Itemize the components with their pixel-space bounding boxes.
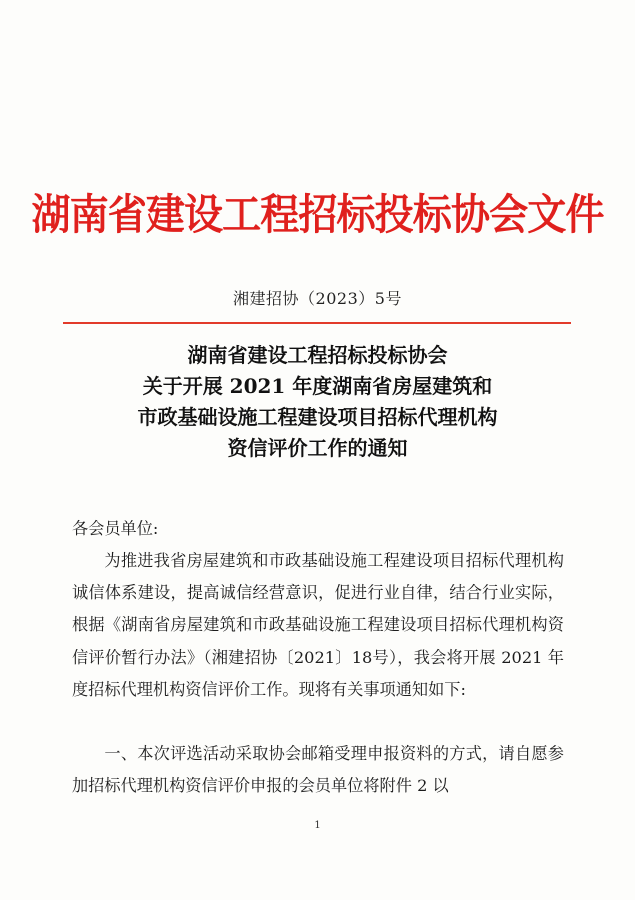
title-line-3: 市政基础设施工程建设项目招标代理机构 [137,405,498,429]
organization-header: 湖南省建设工程招标投标协会文件 [31,190,604,239]
body-paragraph-1: 为推进我省房屋建筑和市政基础设施工程建设项目招标代理机构诚信体系建设，提高诚信经营意识，促进行业自律，结合行业实际，根据《湖南省房屋建筑和市政基础设施工程建设项目招标代理机构资信评价暂行办法》（湘建招协〔2021〕18号），我会将开展 2021 年度招标代理机构资信评价工作。现将有关事项通知如下: [72,551,564,699]
title-line-4: 资信评价工作的通知 [227,436,408,460]
document-number: 湘建招协（2023）5号 [233,289,402,308]
title-line-2: 关于开展 2021 年度湖南省房屋建筑和 [142,374,493,398]
title-line-1: 湖南省建设工程招标投标协会 [187,343,448,367]
red-divider [63,322,571,324]
page-number: 1 [314,820,321,831]
notice-title [0,340,635,464]
body-paragraph-2: 一、本次评选活动采取协会邮箱受理申报资料的方式，请自愿参加招标代理机构资信评价申报的会员单位将附件 2 以 [72,744,564,796]
salutation: 各会员单位: [72,519,159,538]
